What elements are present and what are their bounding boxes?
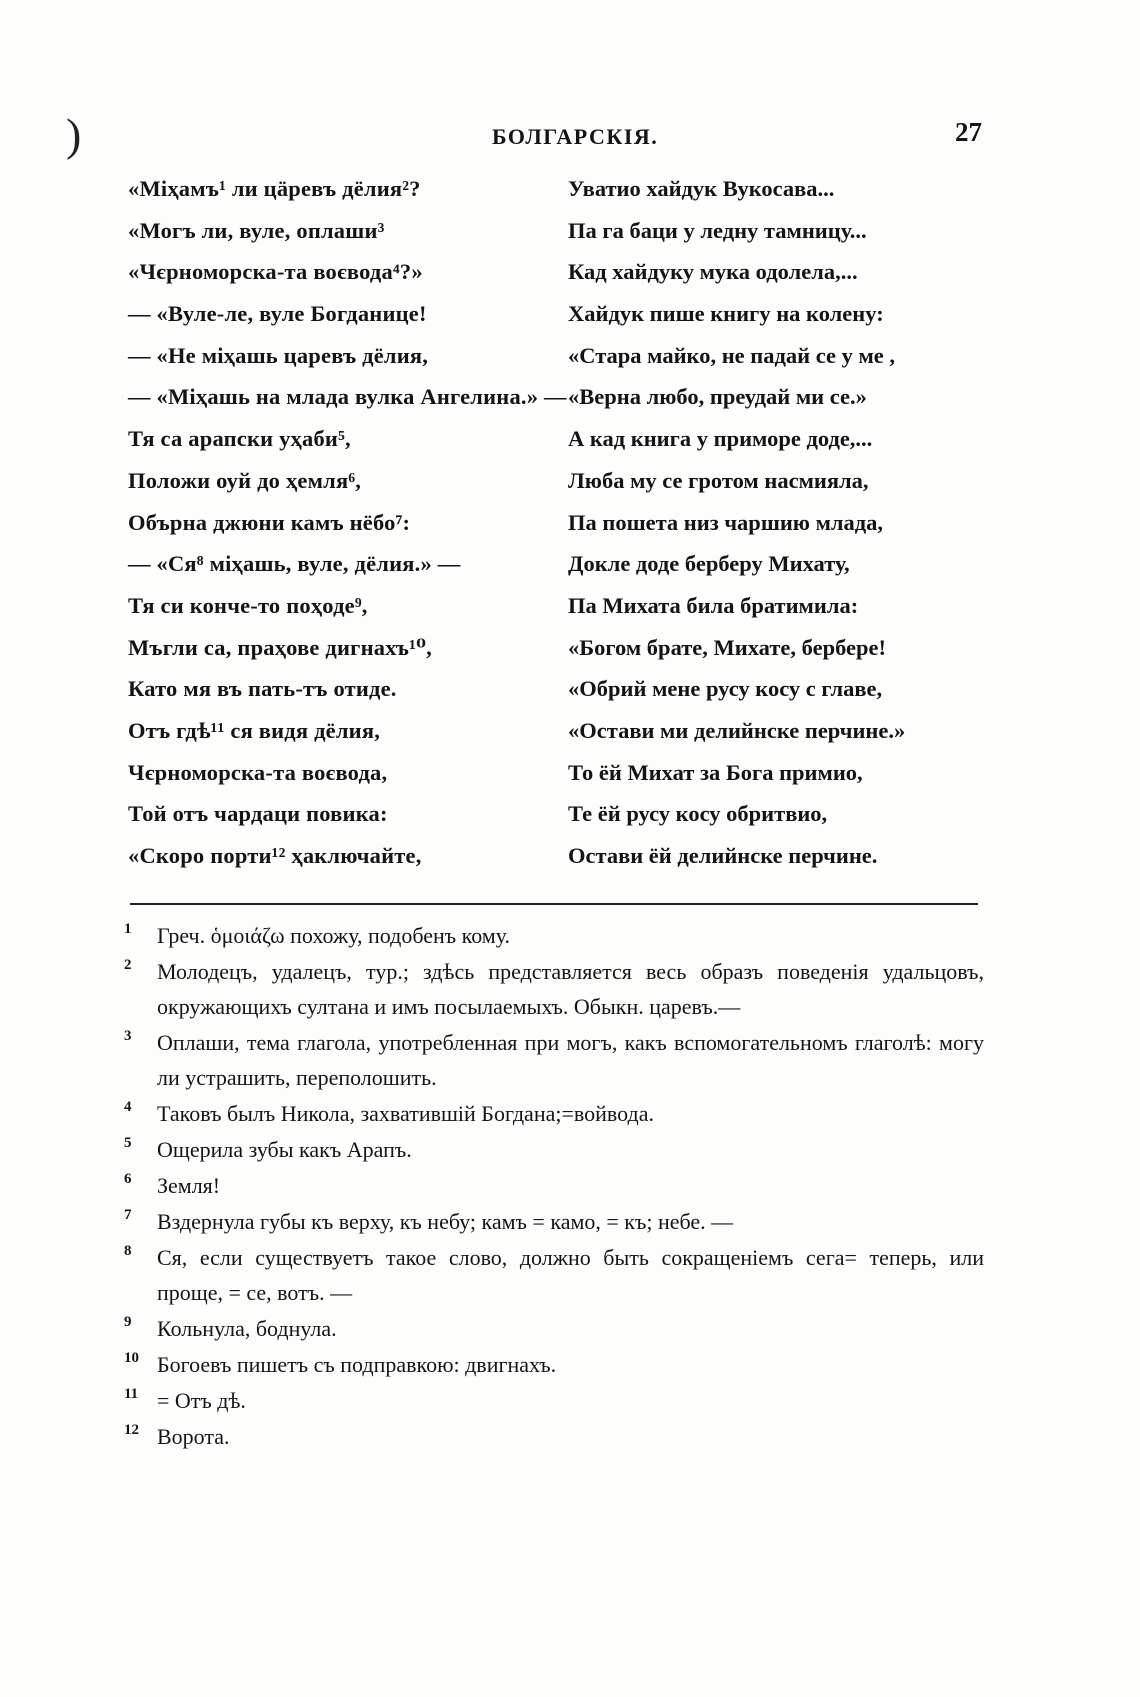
verse-line-left: Тя са арапски уҳаби⁵,	[128, 426, 351, 452]
verse-line-left: — «Міҳашь на млада вулка Ангелина.» —	[128, 384, 567, 410]
footnote	[124, 1240, 984, 1310]
verse-line-left: «Могъ ли, вуле, оплаши³	[128, 217, 385, 243]
page-number: 27	[955, 117, 982, 147]
verse-line-right: «Богом брате, Михате, берберe!	[568, 634, 887, 660]
footnote-number: 3	[124, 1028, 132, 1044]
footnote-number: 8	[124, 1243, 132, 1259]
footnote	[124, 1383, 984, 1418]
footnote-text: Вздернула губы къ верху, къ небу; камъ = камо, = къ; небе. —	[157, 1209, 734, 1234]
poem-column-right	[568, 168, 988, 877]
verse-line-left: «Скоро порти¹² ҳаключайте,	[128, 843, 422, 868]
footnote-number: 6	[124, 1171, 132, 1187]
verse-line-right: Докле доде берберу Михату,	[568, 551, 850, 577]
verse-line-left: «Чєрноморска-та воєвода⁴?»	[128, 259, 423, 285]
verse-line-left: «Міҳамъ¹ ли цäревъ дёлия²?	[128, 176, 421, 201]
footnote-number: 11	[124, 1386, 139, 1402]
verse-line-right: Хайдук пише книгу на колену:	[568, 301, 884, 327]
footnote	[124, 1168, 984, 1203]
footnote-text: Ся, если существуетъ такое слово, должно быть сокращеніемъ сега= теперь, или проще, = се, вотъ. —	[157, 1245, 984, 1305]
verse-line-right: То ёй Михат за Бога примио,	[568, 759, 863, 785]
running-head: БОЛГАРСКІЯ.	[492, 124, 659, 149]
verse-line-left: — «Не міҳашь царевъ дёлия,	[128, 342, 429, 368]
verse-line-right: «Стара майко, не падай се у ме ,	[568, 342, 896, 368]
footnote	[124, 1096, 984, 1131]
footnote	[124, 1311, 984, 1346]
footnote-number: 12	[124, 1422, 139, 1438]
footnote	[124, 1132, 984, 1167]
footnote-number: 5	[124, 1135, 132, 1151]
verse-line-right: Па Михата била братимила:	[568, 592, 859, 618]
footnote-text: Молодецъ, удалецъ, тур.; здѣсь представляется весь образъ поведенія удальцовъ, окружающихъ султана и имъ посылаемыхъ. Обыкн. царевъ.—	[157, 959, 984, 1019]
footnotes	[124, 918, 984, 1455]
footnote-text: Богоевъ пишетъ съ подправкою: двигнахъ.	[157, 1352, 557, 1377]
verse-line-left: — «Вуле-ле, вуле Богданице!	[128, 301, 427, 327]
footnote-number: 7	[124, 1207, 132, 1223]
verse-line-left: Отъ гдѣ¹¹ ся видя дёлия,	[128, 717, 381, 743]
verse-line-left: Той отъ чардаци повика:	[128, 801, 388, 827]
verse-line-left: Обърна джюни камъ нёбо⁷:	[128, 509, 411, 535]
verse-line-right: Па пошета низ чаршию млада,	[568, 509, 884, 535]
verse-line-right: «Обрий мене русу косу с главе,	[568, 676, 883, 702]
verse-line-right: Кад хайдуку мука одолела,...	[568, 259, 858, 285]
footnote	[124, 954, 984, 1024]
verse-line-left: Тя си конче-то поҳоде⁹,	[128, 592, 368, 618]
footnote-number: 10	[124, 1350, 139, 1366]
verse-line-left: Като мя въ пать-тъ отиде.	[128, 676, 397, 702]
verse-line-right: Остави ёй делийнске перчине.	[568, 843, 878, 868]
footnote	[124, 1347, 984, 1382]
verse-line-right: Люба му се гротом насмияла,	[568, 467, 869, 493]
footnote-number: 2	[124, 957, 132, 973]
footnote	[124, 918, 984, 953]
footnote	[124, 1025, 984, 1095]
verse-line-right: Те ёй русу косу обритвио,	[568, 801, 828, 827]
margin-mark: )	[66, 109, 82, 160]
footnote-text: Оплаши, тема глагола, употребленная при могъ, какъ вспомогательномъ глаголѣ: могу ли устрашить, переполошить.	[157, 1030, 984, 1090]
footnote-text: Земля!	[157, 1173, 221, 1198]
footnote-text: Таковъ былъ Никола, захватившій Богдана;=войвода.	[157, 1101, 654, 1126]
verse-line-left: — «Ся⁸ міҳашь, вуле, дёлия.» —	[128, 551, 461, 577]
verse-line-right: Уватио хайдук Вукосава...	[568, 176, 835, 201]
poem-column-left	[128, 168, 567, 877]
verse-line-right: «Остави ми делийнске перчине.»	[568, 717, 906, 743]
verse-line-right: А кад книга у приморе доде,...	[568, 426, 873, 452]
verse-line-right: «Верна любо, преудай ми се.»	[568, 384, 867, 410]
verse-line-left: Мъгли са, праҳове дигнахъ¹⁰,	[128, 634, 432, 660]
verse-line-right: Па га баци у ледну тамницу...	[568, 217, 867, 243]
footnote	[124, 1419, 984, 1454]
footnote-text: Ворота.	[157, 1424, 230, 1449]
footnote-text: Кольнула, боднула.	[157, 1316, 337, 1341]
footnote-text: Греч. ὁμοιάζω похожу, подобенъ кому.	[157, 923, 511, 948]
footnote-rule	[130, 903, 978, 905]
footnote-number: 9	[124, 1314, 132, 1330]
verse-line-left: Чєрноморска-та воєвода,	[128, 759, 388, 785]
verse-line-left: Положи оуй до ҳемля⁶,	[128, 467, 362, 493]
footnote	[124, 1204, 984, 1239]
footnote-text: Ощерила зубы какъ Арапъ.	[157, 1137, 412, 1162]
footnote-text: = Отъ дѣ.	[157, 1388, 246, 1413]
footnote-number: 4	[124, 1099, 132, 1115]
footnote-number: 1	[124, 921, 132, 937]
